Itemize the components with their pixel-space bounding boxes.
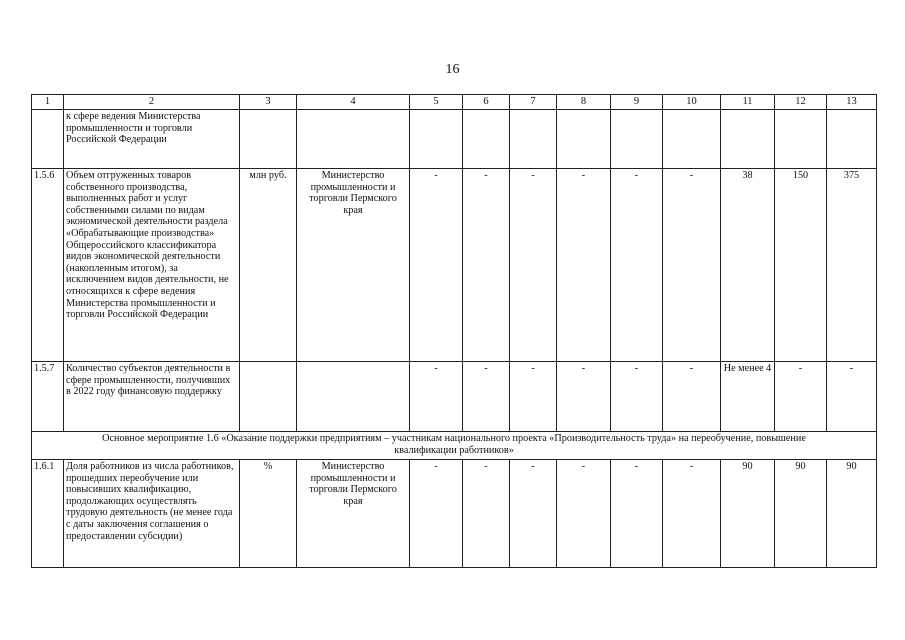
table-row-1-5-6 [32, 169, 877, 362]
header-cell: 2 [64, 95, 240, 110]
executor [297, 362, 410, 432]
unit: млн руб. [240, 169, 297, 362]
value-cell: 90 [827, 460, 877, 568]
value-cell: - [510, 169, 557, 362]
header-cell: 9 [611, 95, 663, 110]
header-cell: 7 [510, 95, 557, 110]
executor: Министерство промышленности и торговли Пермского края [297, 460, 410, 568]
value-cell: - [410, 169, 463, 362]
header-cell: 13 [827, 95, 877, 110]
value-cell: - [775, 362, 827, 432]
unit: % [240, 460, 297, 568]
row-number: 1.6.1 [32, 460, 64, 568]
indicator-name: Объем отгруженных товаров собственного производства, выполненных работ и услуг собственными силами по видам экономической деятельности раздела «Обрабатывающие производства» Общероссийского классификатора видов экономической деятельности (накопленным итогом), за исключением видов деятельности, не относящихся к сфере ведения Министерства промышленности и торговли Российской Федерации [64, 169, 240, 362]
value-cell: - [557, 169, 611, 362]
header-cell: 12 [775, 95, 827, 110]
table-row-1-6-1 [32, 460, 877, 568]
value-cell: Не менее 4 [721, 362, 775, 432]
header-cell: 1 [32, 95, 64, 110]
value-cell: 90 [775, 460, 827, 568]
table-row-continuation [32, 110, 877, 169]
indicator-name: к сфере ведения Министерства промышленности и торговли Российской Федерации [64, 110, 240, 169]
value-cell: - [463, 362, 510, 432]
table-row-1-5-7 [32, 362, 877, 432]
value-cell: - [410, 460, 463, 568]
value-cell: - [510, 362, 557, 432]
section-row [32, 432, 877, 460]
indicator-name: Доля работников из числа работников, прошедших переобучение или повысивших квалификацию, продолжающих осуществлять трудовую деятельность (не менее года с даты заключения соглашения о предоставлении субсидии) [64, 460, 240, 568]
value-cell: 375 [827, 169, 877, 362]
value-cell: - [410, 362, 463, 432]
value-cell: - [557, 460, 611, 568]
value-cell: 150 [775, 169, 827, 362]
section-title: Основное мероприятие 1.6 «Оказание поддержки предприятиям – участникам национального проекта «Производительность труда» на переобучение, повышение квалификации работников» [32, 432, 877, 460]
value-cell: - [611, 169, 663, 362]
value-cell: - [827, 362, 877, 432]
value-cell: - [463, 169, 510, 362]
header-cell: 6 [463, 95, 510, 110]
value-cell: 90 [721, 460, 775, 568]
value-cell: - [663, 460, 721, 568]
value-cell: - [510, 460, 557, 568]
header-cell: 10 [663, 95, 721, 110]
unit [240, 362, 297, 432]
page-number: 16 [445, 62, 460, 77]
header-cell: 5 [410, 95, 463, 110]
value-cell: - [663, 362, 721, 432]
value-cell: - [557, 362, 611, 432]
value-cell: - [663, 169, 721, 362]
header-cell: 4 [297, 95, 410, 110]
executor: Министерство промышленности и торговли Пермского края [297, 169, 410, 362]
indicator-name: Количество субъектов деятельности в сфере промышленности, получивших в 2022 году финансовую поддержку [64, 362, 240, 432]
value-cell: - [463, 460, 510, 568]
value-cell: - [611, 460, 663, 568]
row-number: 1.5.7 [32, 362, 64, 432]
row-number: 1.5.6 [32, 169, 64, 362]
value-cell: - [611, 362, 663, 432]
header-cell: 11 [721, 95, 775, 110]
indicators-table [31, 94, 877, 568]
value-cell: 38 [721, 169, 775, 362]
header-row [32, 95, 877, 110]
header-cell: 3 [240, 95, 297, 110]
header-cell: 8 [557, 95, 611, 110]
